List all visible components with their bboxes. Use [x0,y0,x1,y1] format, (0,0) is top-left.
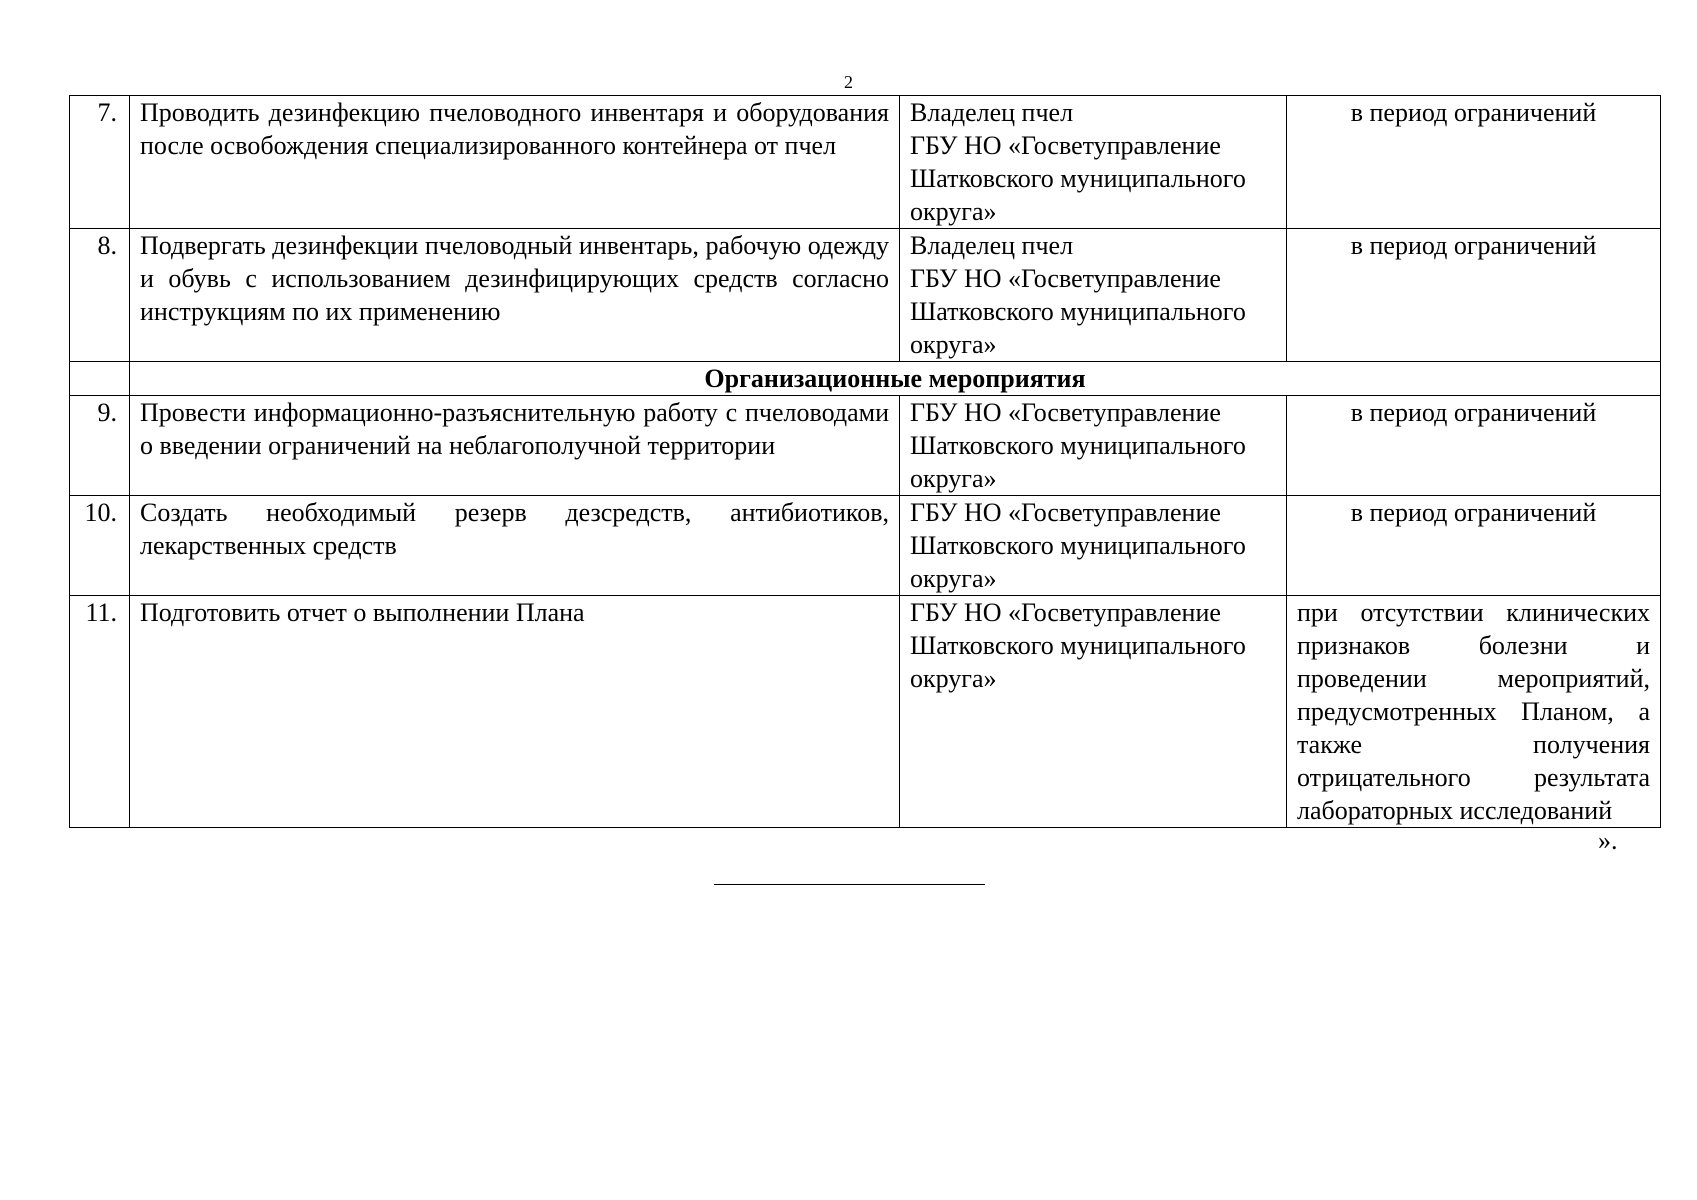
row-number: 8. [70,229,130,362]
row-responsible [900,596,1287,828]
table-row [70,229,1661,362]
row-number: 9. [70,396,130,496]
row-action: Создать необходимый резерв дезсредств, антибиотиков, лекарственных средств [130,496,900,596]
table-row [70,396,1661,496]
responsible-line: Владелец пчел [910,98,1074,127]
responsible-line: ГБУ НО «Госветуправление Шатковского муниципального округа» [910,598,1246,693]
row-term: при отсутствии клинических признаков болезни и проведении мероприятий, предусмотренных Планом, а также получения отрицательного результата лабораторных исследований [1287,596,1661,828]
row-action: Провести информационно-разъяснительную работу с пчеловодами о введении ограничений на неблагополучной территории [130,396,900,496]
row-action: Подготовить отчет о выполнении Плана [130,596,900,828]
responsible-line: ГБУ НО «Госветуправление Шатковского муниципального округа» [910,398,1246,493]
row-action: Подвергать дезинфекции пчеловодный инвентарь, рабочую одежду и обувь с использованием дезинфицирующих средств согласно инструкциям по их применению [130,229,900,362]
page-number: 2 [844,72,853,92]
row-term: в период ограничений [1287,96,1661,229]
row-responsible [900,396,1287,496]
row-number: 11. [70,596,130,828]
row-responsible [900,229,1287,362]
table-row [70,496,1661,596]
section-row [70,362,1661,396]
row-number: 7. [70,96,130,229]
responsible-line: ГБУ НО «Госветуправление Шатковского муниципального округа» [910,498,1246,593]
end-rule-divider [714,884,985,885]
row-term: в период ограничений [1287,396,1661,496]
row-term: в период ограничений [1287,229,1661,362]
section-heading: Организационные мероприятия [130,362,1661,396]
section-number-cell [70,362,130,396]
row-responsible [900,496,1287,596]
row-action: Проводить дезинфекцию пчеловодного инвентаря и оборудования после освобождения специализированного контейнера от пчел [130,96,900,229]
responsible-line: ГБУ НО «Госветуправление Шатковского муниципального округа» [910,131,1246,226]
table-row [70,596,1661,828]
closing-quote: ». [1598,826,1618,855]
row-number: 10. [70,496,130,596]
row-term: в период ограничений [1287,496,1661,596]
table-row [70,96,1661,229]
responsible-line: Владелец пчел [910,231,1074,260]
responsible-line: ГБУ НО «Госветуправление Шатковского муниципального округа» [910,264,1246,359]
row-responsible [900,96,1287,229]
measures-table [69,95,1661,828]
